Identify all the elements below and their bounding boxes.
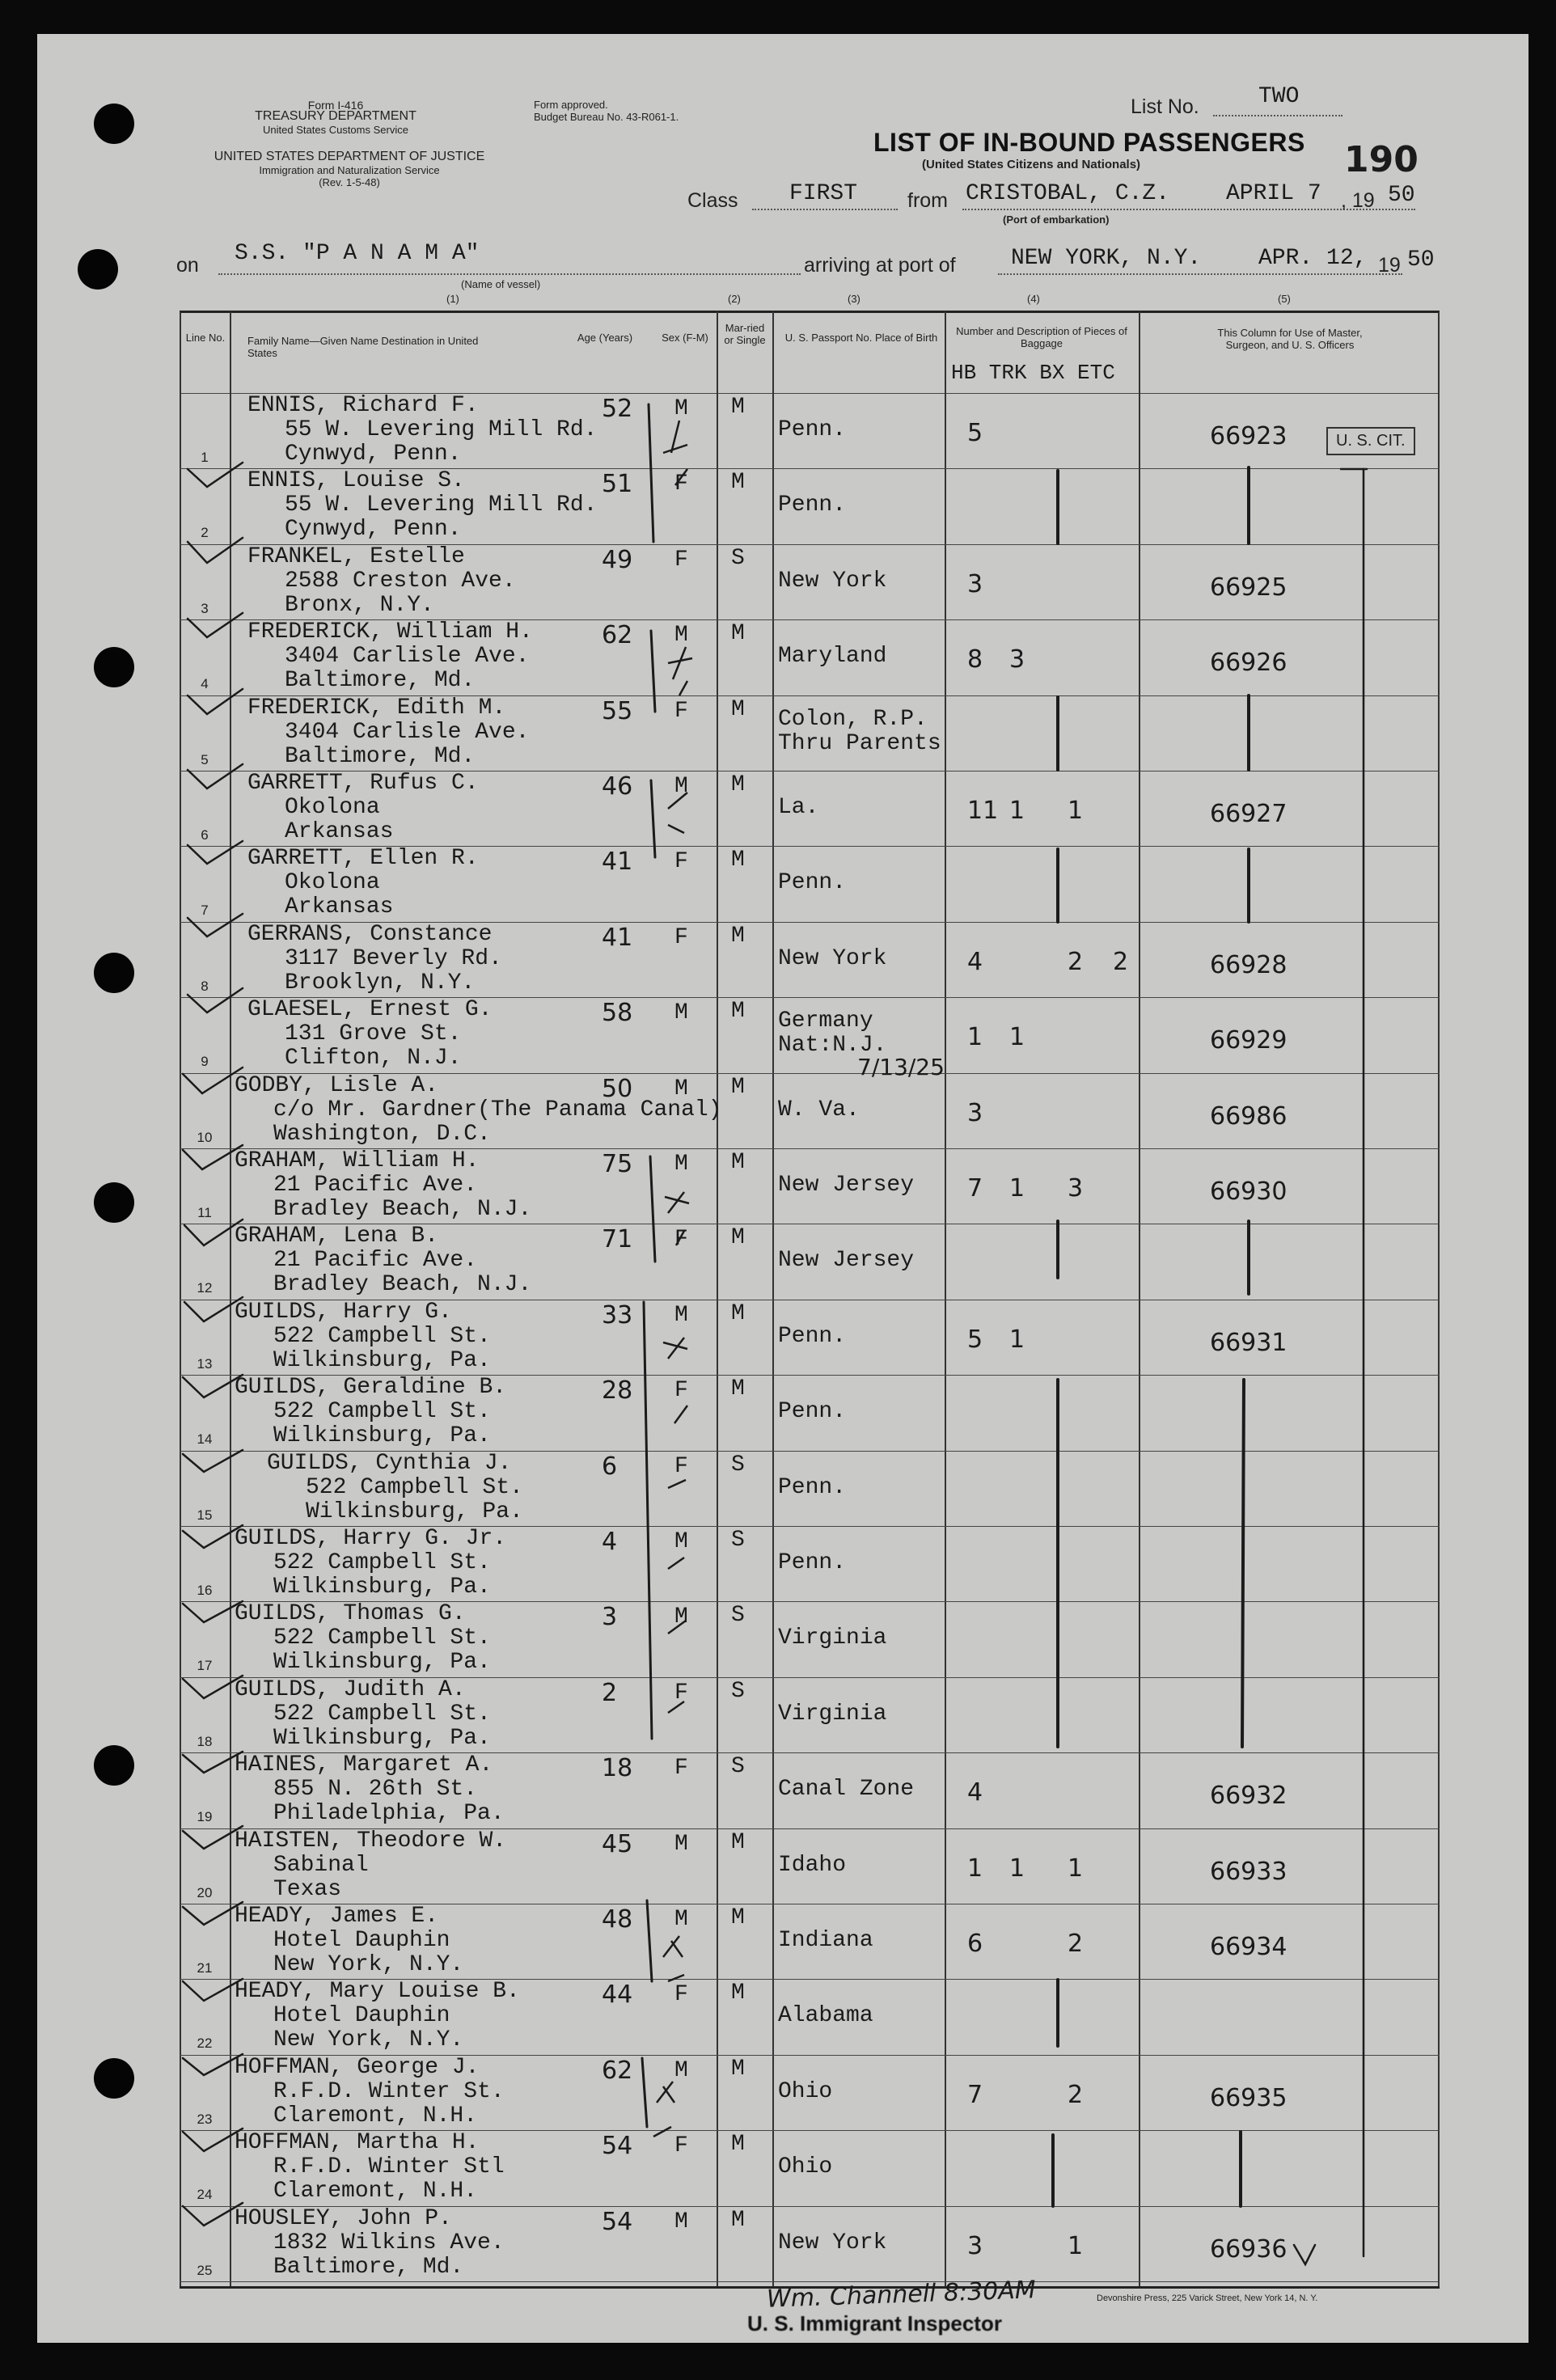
marital-status: M — [731, 2207, 745, 2233]
passenger-age: 45 — [602, 1829, 633, 1858]
passenger-address-1: 21 Pacific Ave. — [273, 1248, 478, 1274]
marital-status: S — [731, 1452, 745, 1477]
baggage-hb: 3 — [967, 1098, 983, 1127]
passenger-age: 52 — [602, 395, 633, 423]
place-of-birth: Penn. — [778, 1550, 847, 1575]
passenger-sex: M — [674, 1000, 688, 1026]
line-number: 13 — [197, 1355, 213, 1372]
embarkation-date: APRIL 7 — [1226, 181, 1321, 206]
place-of-birth: Ohio — [778, 2078, 833, 2104]
line-number: 1 — [201, 450, 209, 465]
passenger-sex: F — [674, 471, 688, 497]
passenger-address-2: Cynwyd, Penn. — [285, 442, 462, 467]
marital-status: S — [731, 1678, 745, 1704]
line-number: 4 — [201, 676, 209, 692]
marital-status: M — [731, 923, 745, 949]
marital-status: S — [731, 545, 745, 571]
baggage-hb: 6 — [967, 1930, 983, 1958]
place-of-birth: Virginia — [778, 1625, 887, 1651]
class-label: Class — [687, 189, 738, 212]
officer-reference-number: 66930 — [1210, 1177, 1288, 1206]
passenger-age: 62 — [602, 2056, 633, 2085]
column-header-baggage: Number and Description of Pieces of Baggage — [956, 325, 1127, 349]
line-number: 19 — [197, 1809, 213, 1825]
passenger-address-2: Arkansas — [285, 894, 394, 920]
place-of-birth: Idaho — [778, 1852, 847, 1878]
passenger-name: FREDERICK, William H. — [247, 619, 533, 645]
family-bracket — [642, 2058, 647, 2127]
document-subtitle: (United States Citizens and Nationals) — [922, 158, 1141, 171]
baggage-hb: 4 — [967, 1778, 983, 1807]
passenger-age: 44 — [602, 1981, 633, 2010]
passenger-age: 48 — [602, 1905, 633, 1934]
line-number: 8 — [201, 978, 209, 994]
marital-status: M — [731, 1150, 745, 1175]
line-number: 10 — [197, 1129, 213, 1145]
passenger-address-2: Wilkinsburg, Pa. — [273, 1725, 491, 1751]
baggage-trk: 1 — [1009, 1174, 1025, 1203]
passenger-sex: M — [674, 1831, 688, 1857]
treasury-department: TREASURY DEPARTMENT — [255, 109, 416, 123]
from-label: from — [907, 189, 948, 212]
marital-status: M — [731, 1300, 745, 1326]
passenger-name: HOFFMAN, Martha H. — [235, 2130, 480, 2156]
embarkation-year: 50 — [1388, 183, 1415, 208]
passenger-address-2: Wilkinsburg, Pa. — [273, 1650, 491, 1676]
place-of-birth: W. Va. — [778, 1097, 860, 1122]
document-title: LIST OF IN-BOUND PASSENGERS — [873, 128, 1305, 157]
passenger-age: 54 — [602, 2132, 633, 2161]
line-number: 11 — [197, 1205, 212, 1220]
place-of-birth: La. — [778, 795, 819, 820]
passenger-age: 28 — [602, 1376, 633, 1406]
passenger-address-2: Washington, D.C. — [273, 1121, 491, 1147]
passenger-sex: M — [674, 1152, 688, 1177]
inspector-signature: Wm. Channell 8:30AM — [766, 2276, 1037, 2314]
passenger-address-2: New York, N.Y. — [273, 2027, 464, 2053]
officer-reference-number: 66928 — [1210, 950, 1288, 979]
immigration-service: Immigration and Naturalization Service — [259, 164, 440, 176]
passenger-age: 58 — [602, 999, 633, 1028]
line-number: 18 — [197, 1733, 213, 1749]
passenger-age: 41 — [602, 923, 633, 952]
place-of-birth: Canal Zone — [778, 1777, 915, 1803]
passenger-age: 49 — [602, 545, 633, 574]
place-of-birth-2: Thru Parents — [778, 730, 941, 756]
place-of-birth: Alabama — [778, 2003, 873, 2029]
place-of-birth: New York — [778, 568, 887, 594]
passenger-name: GRAHAM, William H. — [235, 1148, 480, 1173]
passenger-age: 54 — [602, 2207, 633, 2236]
passenger-name: GERRANS, Constance — [247, 921, 493, 947]
form-number: Form I-416 — [307, 99, 364, 112]
port-embarkation-caption: (Port of embarkation) — [1003, 213, 1110, 226]
column-header-passport: U. S. Passport No. Place of Birth — [784, 332, 938, 344]
place-of-birth: Germany — [778, 1008, 873, 1034]
baggage-hb: 4 — [967, 947, 983, 976]
passenger-address-1: 21 Pacific Ave. — [273, 1173, 478, 1198]
passenger-age: 18 — [602, 1754, 633, 1783]
officer-reference-number: 66927 — [1210, 800, 1288, 828]
list-no-value: TWO — [1258, 84, 1300, 109]
line-number: 12 — [197, 1280, 213, 1296]
passenger-address-2: Philadelphia, Pa. — [273, 1801, 505, 1827]
line-number: 25 — [197, 2262, 213, 2278]
passenger-sex: F — [674, 1453, 688, 1479]
marital-status: S — [731, 1754, 745, 1780]
passenger-age: 55 — [602, 696, 633, 725]
passenger-name: FREDERICK, Edith M. — [247, 695, 506, 721]
officer-reference-number: 66933 — [1210, 1857, 1288, 1886]
marital-status: M — [731, 1905, 745, 1930]
passenger-sex: F — [674, 924, 688, 950]
officer-reference-number: 66929 — [1210, 1026, 1288, 1055]
page-number: 190 — [1344, 139, 1419, 180]
place-of-birth: New Jersey — [778, 1173, 915, 1198]
inspector-stamp: U. S. Immigrant Inspector — [747, 2311, 1002, 2336]
officer-reference-number: 66934 — [1210, 1933, 1288, 1961]
passenger-address-2: Baltimore, Md. — [285, 743, 476, 769]
passenger-name: HAINES, Margaret A. — [235, 1752, 493, 1778]
passenger-address-2: Arkansas — [285, 819, 394, 844]
passenger-address-2: Bradley Beach, N.J. — [273, 1272, 532, 1298]
marital-status: M — [731, 1074, 745, 1100]
baggage-trk: 1 — [1009, 1854, 1025, 1883]
family-bracket — [651, 631, 655, 712]
passenger-sex: M — [674, 2057, 688, 2083]
passenger-address-1: 3404 Carlisle Ave. — [285, 719, 530, 745]
place-of-birth: Penn. — [778, 417, 847, 442]
passenger-address-1: c/o Mr. Gardner(The Panama Canal) — [273, 1097, 722, 1122]
line-number: 23 — [197, 2111, 213, 2127]
line-number: 21 — [197, 1960, 213, 1976]
passenger-address-1: 522 Campbell St. — [273, 1323, 491, 1349]
baggage-bx: 3 — [1068, 1174, 1084, 1203]
passenger-address-2: Clifton, N.J. — [285, 1046, 462, 1072]
passenger-address-2: Wilkinsburg, Pa. — [273, 1575, 491, 1600]
baggage-bx: 1 — [1068, 1854, 1084, 1883]
passenger-address-1: 522 Campbell St. — [273, 1701, 491, 1727]
passenger-sex: M — [674, 1302, 688, 1328]
passenger-name: GARRETT, Ellen R. — [247, 846, 479, 872]
column-header-line-no: Line No. — [185, 332, 226, 344]
place-of-birth: Penn. — [778, 1474, 847, 1500]
passenger-age: 3 — [602, 1603, 618, 1632]
officer-reference-number: 66932 — [1210, 1782, 1288, 1811]
passenger-sex: F — [674, 849, 688, 875]
column-header-officers: This Column for Use of Master, Surgeon, and U. S. Officers — [1217, 327, 1363, 351]
naturalization-date: 7/13/25 — [857, 1054, 945, 1081]
col-num-3: (3) — [848, 293, 860, 305]
baggage-hb: 3 — [967, 2231, 983, 2260]
form-approved: Form approved. — [534, 99, 608, 111]
line-number: 3 — [201, 600, 209, 616]
customs-service: United States Customs Service — [263, 124, 408, 136]
baggage-bx: 1 — [1068, 797, 1084, 825]
list-no-label: List No. — [1131, 95, 1199, 118]
line-number: 20 — [197, 1884, 213, 1900]
baggage-hb: 3 — [967, 569, 983, 598]
baggage-bx: 2 — [1068, 1930, 1084, 1958]
passenger-address-1: Hotel Dauphin — [273, 1928, 450, 1953]
col-num-1: (1) — [446, 293, 459, 305]
passenger-sex: M — [674, 774, 688, 799]
marital-status: M — [731, 2056, 745, 2082]
passenger-address-2: Brooklyn, N.Y. — [285, 970, 476, 996]
passenger-name: ENNIS, Louise S. — [247, 468, 465, 494]
line-number: 17 — [197, 1658, 213, 1674]
arrival-year-prefix: 19 — [1378, 254, 1401, 277]
passenger-address-2: Bradley Beach, N.J. — [273, 1197, 532, 1222]
passenger-sex: F — [674, 698, 688, 724]
column-header-age: Age (Years) — [577, 332, 633, 344]
marital-status: S — [731, 1528, 745, 1553]
baggage-hb: 11 — [967, 797, 999, 825]
baggage-hb: 1 — [967, 1854, 983, 1883]
baggage-bx: 2 — [1068, 2080, 1084, 2109]
passenger-address-1: 522 Campbell St. — [306, 1474, 523, 1500]
passenger-age: 41 — [602, 848, 633, 877]
line-number: 22 — [197, 2035, 213, 2052]
column-header-name: Family Name—Given Name Destination in United States — [247, 335, 479, 359]
officer-reference-number: 66926 — [1210, 649, 1288, 678]
passenger-address-1: 2588 Creston Ave. — [285, 568, 516, 594]
passenger-sex: M — [674, 1907, 688, 1932]
column-header-married: Mar-ried or Single — [724, 322, 766, 346]
place-of-birth: Penn. — [778, 492, 847, 518]
port-of-embarkation: CRISTOBAL, C.Z. — [966, 181, 1170, 206]
arriving-label: arriving at port of — [804, 254, 956, 277]
passenger-address-1: 3404 Carlisle Ave. — [285, 644, 530, 670]
marital-status: M — [731, 999, 745, 1025]
passenger-address-1: 3117 Beverly Rd. — [285, 945, 502, 971]
passenger-name: GRAHAM, Lena B. — [235, 1224, 439, 1249]
passenger-address-2: Texas — [273, 1876, 342, 1902]
baggage-trk: 3 — [1009, 645, 1025, 674]
passenger-address-1: R.F.D. Winter Stl — [273, 2154, 505, 2180]
place-of-birth: New Jersey — [778, 1248, 915, 1274]
passenger-address-2: Baltimore, Md. — [285, 668, 476, 694]
line-number: 9 — [201, 1054, 209, 1070]
passenger-sex: F — [674, 547, 688, 573]
passenger-address-2: Cynwyd, Penn. — [285, 517, 462, 543]
passenger-sex: M — [674, 2209, 688, 2234]
officer-reference-number: 66986 — [1210, 1101, 1288, 1131]
place-of-birth: Penn. — [778, 1399, 847, 1425]
passenger-name: HEADY, Mary Louise B. — [235, 1979, 520, 2005]
passenger-address-1: R.F.D. Winter St. — [273, 2078, 505, 2104]
passenger-address-2: New York, N.Y. — [273, 1952, 464, 1977]
baggage-hb: 5 — [967, 1325, 983, 1354]
place-of-birth: New York — [778, 945, 887, 971]
passenger-age: 75 — [602, 1150, 633, 1178]
passenger-name: GUILDS, Geraldine B. — [235, 1375, 507, 1401]
passenger-address-1: 855 N. 26th St. — [273, 1777, 478, 1803]
passenger-address-1: 55 W. Levering Mill Rd. — [285, 417, 598, 442]
arrival-year: 50 — [1407, 247, 1435, 273]
passenger-address-1: Okolona — [285, 795, 380, 820]
family-bracket — [650, 1156, 655, 1262]
passenger-address-2: Wilkinsburg, Pa. — [273, 1347, 491, 1373]
place-of-birth: Virginia — [778, 1701, 887, 1727]
family-bracket — [651, 780, 655, 857]
passenger-address-2: Baltimore, Md. — [273, 2254, 464, 2280]
line-number: 6 — [201, 827, 209, 843]
passenger-age: 62 — [602, 621, 633, 650]
us-citizen-stamp: U. S. CIT. — [1326, 427, 1415, 455]
line-number: 2 — [201, 525, 209, 541]
passenger-address-2: Wilkinsburg, Pa. — [273, 1423, 491, 1449]
passenger-name: GARRETT, Rufus C. — [247, 771, 479, 796]
class-value: FIRST — [789, 181, 858, 206]
passenger-age: 51 — [602, 470, 633, 499]
passenger-address-1: 522 Campbell St. — [273, 1550, 491, 1575]
passenger-address-1: Sabinal — [273, 1852, 369, 1878]
passenger-address-1: Okolona — [285, 870, 380, 896]
place-of-birth: Ohio — [778, 2154, 833, 2180]
col-num-5: (5) — [1278, 293, 1291, 305]
passenger-sex: F — [674, 1756, 688, 1782]
place-of-birth: Penn. — [778, 1323, 847, 1349]
passenger-address-1: Hotel Dauphin — [273, 2003, 450, 2029]
passenger-age: 71 — [602, 1225, 633, 1254]
officer-reference-number: 66923 — [1210, 422, 1288, 450]
officer-reference-number: 66935 — [1210, 2083, 1288, 2112]
passenger-name: ENNIS, Richard F. — [247, 393, 479, 418]
marital-status: S — [731, 1603, 745, 1629]
column-header-sex: Sex (F-M) — [662, 332, 708, 344]
line-number: 7 — [201, 903, 209, 919]
vessel-name: S.S. "P A N A M A" — [235, 241, 480, 266]
passenger-sex: M — [674, 1076, 688, 1101]
place-of-birth: Indiana — [778, 1928, 873, 1953]
baggage-bx: 1 — [1068, 2231, 1084, 2260]
line-number: 24 — [197, 2187, 213, 2203]
printer-credit: Devonshire Press, 225 Varick Street, New York 14, N. Y. — [1097, 2293, 1318, 2303]
marital-status: M — [731, 696, 745, 722]
passenger-address-1: 522 Campbell St. — [273, 1399, 491, 1425]
passenger-sex: F — [674, 1680, 688, 1706]
passenger-sex: F — [674, 2133, 688, 2159]
place-of-birth: New York — [778, 2230, 887, 2255]
vessel-caption: (Name of vessel) — [461, 278, 541, 290]
passenger-name: HOFFMAN, George J. — [235, 2054, 480, 2080]
budget-bureau: Budget Bureau No. 43-R061-1. — [534, 111, 679, 123]
col-num-2: (2) — [728, 293, 741, 305]
passenger-name: HEADY, James E. — [235, 1904, 439, 1929]
family-bracket — [649, 404, 653, 542]
line-number: 5 — [201, 751, 209, 767]
officer-reference-number: 66936 — [1210, 2234, 1288, 2264]
passenger-sex: F — [674, 1982, 688, 2008]
baggage-hb: 7 — [967, 2080, 983, 2109]
passenger-address-1: 522 Campbell St. — [273, 1625, 491, 1651]
passenger-address-2: Wilkinsburg, Pa. — [306, 1499, 523, 1524]
place-of-birth: Colon, R.P. — [778, 706, 928, 732]
passenger-age: 50 — [602, 1074, 633, 1103]
baggage-trk: 1 — [1009, 1023, 1025, 1052]
baggage-subheader: HB TRK BX ETC — [951, 361, 1115, 385]
passenger-sex: F — [674, 1227, 688, 1253]
line-number: 14 — [197, 1431, 213, 1448]
marital-status: M — [731, 2132, 745, 2158]
passenger-sex: F — [674, 1378, 688, 1404]
baggage-hb: 5 — [967, 419, 983, 447]
marital-status: M — [731, 395, 745, 420]
line-number: 15 — [197, 1507, 213, 1523]
baggage-hb: 8 — [967, 645, 983, 674]
passenger-name: HOUSLEY, John P. — [235, 2205, 452, 2231]
passenger-name: HAISTEN, Theodore W. — [235, 1828, 507, 1854]
marital-status: M — [731, 848, 745, 873]
baggage-hb: 1 — [967, 1023, 983, 1052]
baggage-trk: 1 — [1009, 1325, 1025, 1354]
passenger-address-1: 1832 Wilkins Ave. — [273, 2230, 505, 2255]
passenger-age: 2 — [602, 1678, 618, 1707]
passenger-sex: M — [674, 396, 688, 421]
col-num-4: (4) — [1027, 293, 1040, 305]
marital-status: M — [731, 1225, 745, 1251]
department-of-justice: UNITED STATES DEPARTMENT OF JUSTICE — [214, 150, 485, 163]
passenger-address-1: 131 Grove St. — [285, 1021, 462, 1047]
passenger-name: GLAESEL, Ernest G. — [247, 997, 493, 1023]
baggage-trk: 1 — [1009, 797, 1025, 825]
baggage-bx: 2 — [1068, 947, 1084, 976]
line-number: 16 — [197, 1583, 213, 1598]
passenger-name: GODBY, Lisle A. — [235, 1072, 439, 1098]
passenger-age: 46 — [602, 772, 633, 801]
passenger-name: FRANKEL, Estelle — [247, 543, 465, 569]
marital-status: M — [731, 1376, 745, 1402]
marital-status: M — [731, 621, 745, 647]
baggage-etc: 2 — [1113, 947, 1129, 976]
marital-status: M — [731, 772, 745, 797]
passenger-age: 33 — [602, 1300, 633, 1330]
passenger-address-2: Claremont, N.H. — [273, 2103, 478, 2128]
passenger-name: GUILDS, Judith A. — [235, 1676, 466, 1702]
marital-status: M — [731, 1981, 745, 2006]
form-revision: (Rev. 1-5-48) — [319, 176, 380, 188]
passenger-address-2: Bronx, N.Y. — [285, 592, 434, 618]
passenger-name: GUILDS, Cynthia J. — [267, 1450, 512, 1476]
place-of-birth-2: Nat:N.J. — [778, 1033, 887, 1059]
family-bracket — [647, 1900, 652, 1981]
passenger-sex: M — [674, 1529, 688, 1554]
passenger-name: GUILDS, Thomas G. — [235, 1601, 466, 1627]
place-of-birth: Penn. — [778, 870, 847, 896]
embarkation-year-prefix: , 19 — [1341, 189, 1375, 212]
passenger-address-2: Claremont, N.H. — [273, 2179, 478, 2205]
passenger-sex: M — [674, 1604, 688, 1630]
passenger-age: 4 — [602, 1528, 618, 1556]
marital-status: M — [731, 1829, 745, 1855]
passenger-name: GUILDS, Harry G. — [235, 1299, 452, 1325]
officer-reference-number: 66931 — [1210, 1328, 1288, 1357]
passenger-address-1: 55 W. Levering Mill Rd. — [285, 492, 598, 518]
passenger-age: 6 — [602, 1452, 618, 1481]
arrival-port: NEW YORK, N.Y. — [1011, 246, 1202, 271]
passenger-name: GUILDS, Harry G. Jr. — [235, 1526, 507, 1551]
passenger-sex: M — [674, 623, 688, 649]
arrival-date: APR. 12, — [1258, 246, 1368, 271]
baggage-hb: 7 — [967, 1174, 983, 1203]
marital-status: M — [731, 470, 745, 496]
on-label: on — [176, 254, 199, 277]
officer-reference-number: 66925 — [1210, 573, 1288, 602]
place-of-birth: Maryland — [778, 644, 887, 670]
family-bracket — [644, 1302, 652, 1739]
